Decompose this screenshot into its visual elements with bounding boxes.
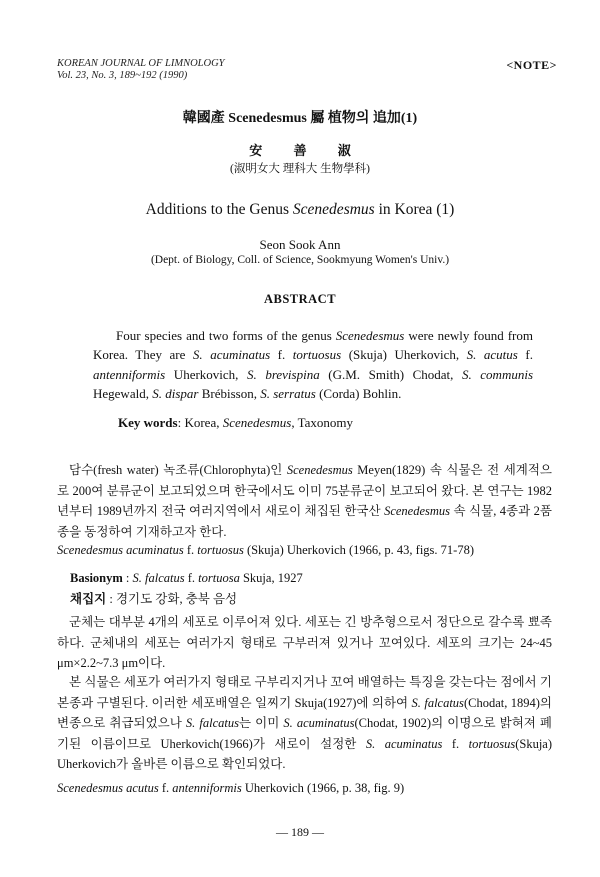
journal-volume: Vol. 23, No. 3, 189~192 (1990): [57, 70, 188, 81]
abstract-text: Four species and two forms of the genus Scenedesmus were newly found from Korea. They are S. acuminatus f. tortuosus (Skuja) Uherkovich, S. acutus f. antenniformis Uherkovich, S. brevispina (G.M. Smith) Chodat, S. communis Hegewald, S. dispar Brébisson, S. serratus (Corda) Bohlin.: [93, 328, 534, 402]
korean-affiliation: (淑明女大 理科大 生物學科): [230, 163, 370, 175]
title-prefix: Additions to the Genus: [145, 201, 293, 218]
description-paragraph: 군체는 대부분 4개의 세포로 이루어져 있다. 세포는 긴 방추형으로서 정단으로 갈수록 뾰족하다. 군체내의 세포는 여러가지 형태로 구부러져 있거나 꼬여있다. 세포의 크기는 24~45 μm×2.2~7.3 μm이다.: [57, 615, 552, 670]
english-affiliation: (Dept. of Biology, Coll. of Science, Sookmyung Women's Univ.): [150, 254, 450, 266]
title-genus: Scenedesmus: [292, 201, 375, 218]
title-suffix: in Korea (1): [374, 201, 455, 218]
collection-label: 채집지: [70, 592, 107, 606]
species-heading-2: Scenedesmus acutus f. antenniformis Uherkovich (1966, p. 38, fig. 9): [57, 781, 405, 795]
keywords-label: Key words: [118, 415, 178, 430]
intro-paragraph: 담수(fresh water) 녹조류(Chlorophyta)인 Scenedesmus Meyen(1829) 속 식물은 전 세계적으로 200여 분류군이 보고되었으며 한국에서도 이미 75분류군이 보고되어 왔다. 본 연구는 1982년부터 1989년까지 전국 여러지역에서 새로이 채집된 한국산 Scenedesmus 속 식물, 4종과 2품종을 동정하여 기재하고자 한다.: [57, 463, 552, 539]
journal-header: [57, 58, 225, 82]
english-title: [0, 201, 600, 219]
page-number: — 189 —: [276, 825, 324, 839]
abstract-heading: ABSTRACT: [263, 292, 337, 306]
discussion-paragraph: 본 식물은 세포가 여러가지 형태로 구부리지거나 꼬여 배열하는 특징을 갖는다는 점에서 기본종과 구별된다. 이러한 세포배열은 일찌기 Skuja(1927)에 의하여 S. falcatus(Chodat, 1894)의 변종으로 취급되었으나 S. falcatus는 이미 S. acuminatus(Chodat, 1902)의 이명으로 밝혀져 폐기된 이름이므로 Uherkovich(1966)가 새로이 설정한 S. acuminatus f. tortuosus(Skuja) Uherkovich가 올바른 이름으로 확인되었다.: [57, 675, 553, 771]
note-tag: <NOTE>: [506, 58, 557, 72]
collection-line: 채집지 : 경기도 강화, 충북 음성: [70, 592, 238, 606]
species-heading-1: Scenedesmus acuminatus f. tortuosus (Skuja) Uherkovich (1966, p. 43, figs. 71-78): [57, 543, 474, 557]
english-author: Seon Sook Ann: [259, 237, 341, 252]
basionym-line: Basionym : S. falcatus f. tortuosa Skuja, 1927: [70, 571, 303, 585]
korean-title: 韓國產 Scenedesmus 屬 植物의 追加(1): [182, 111, 418, 126]
basionym-label: Basionym: [70, 571, 123, 585]
korean-author: 安 善 淑: [249, 143, 351, 158]
journal-name: KOREAN JOURNAL OF LIMNOLOGY: [57, 58, 225, 69]
keywords: Key words: Korea, Scenedesmus, Taxonomy: [118, 415, 353, 430]
